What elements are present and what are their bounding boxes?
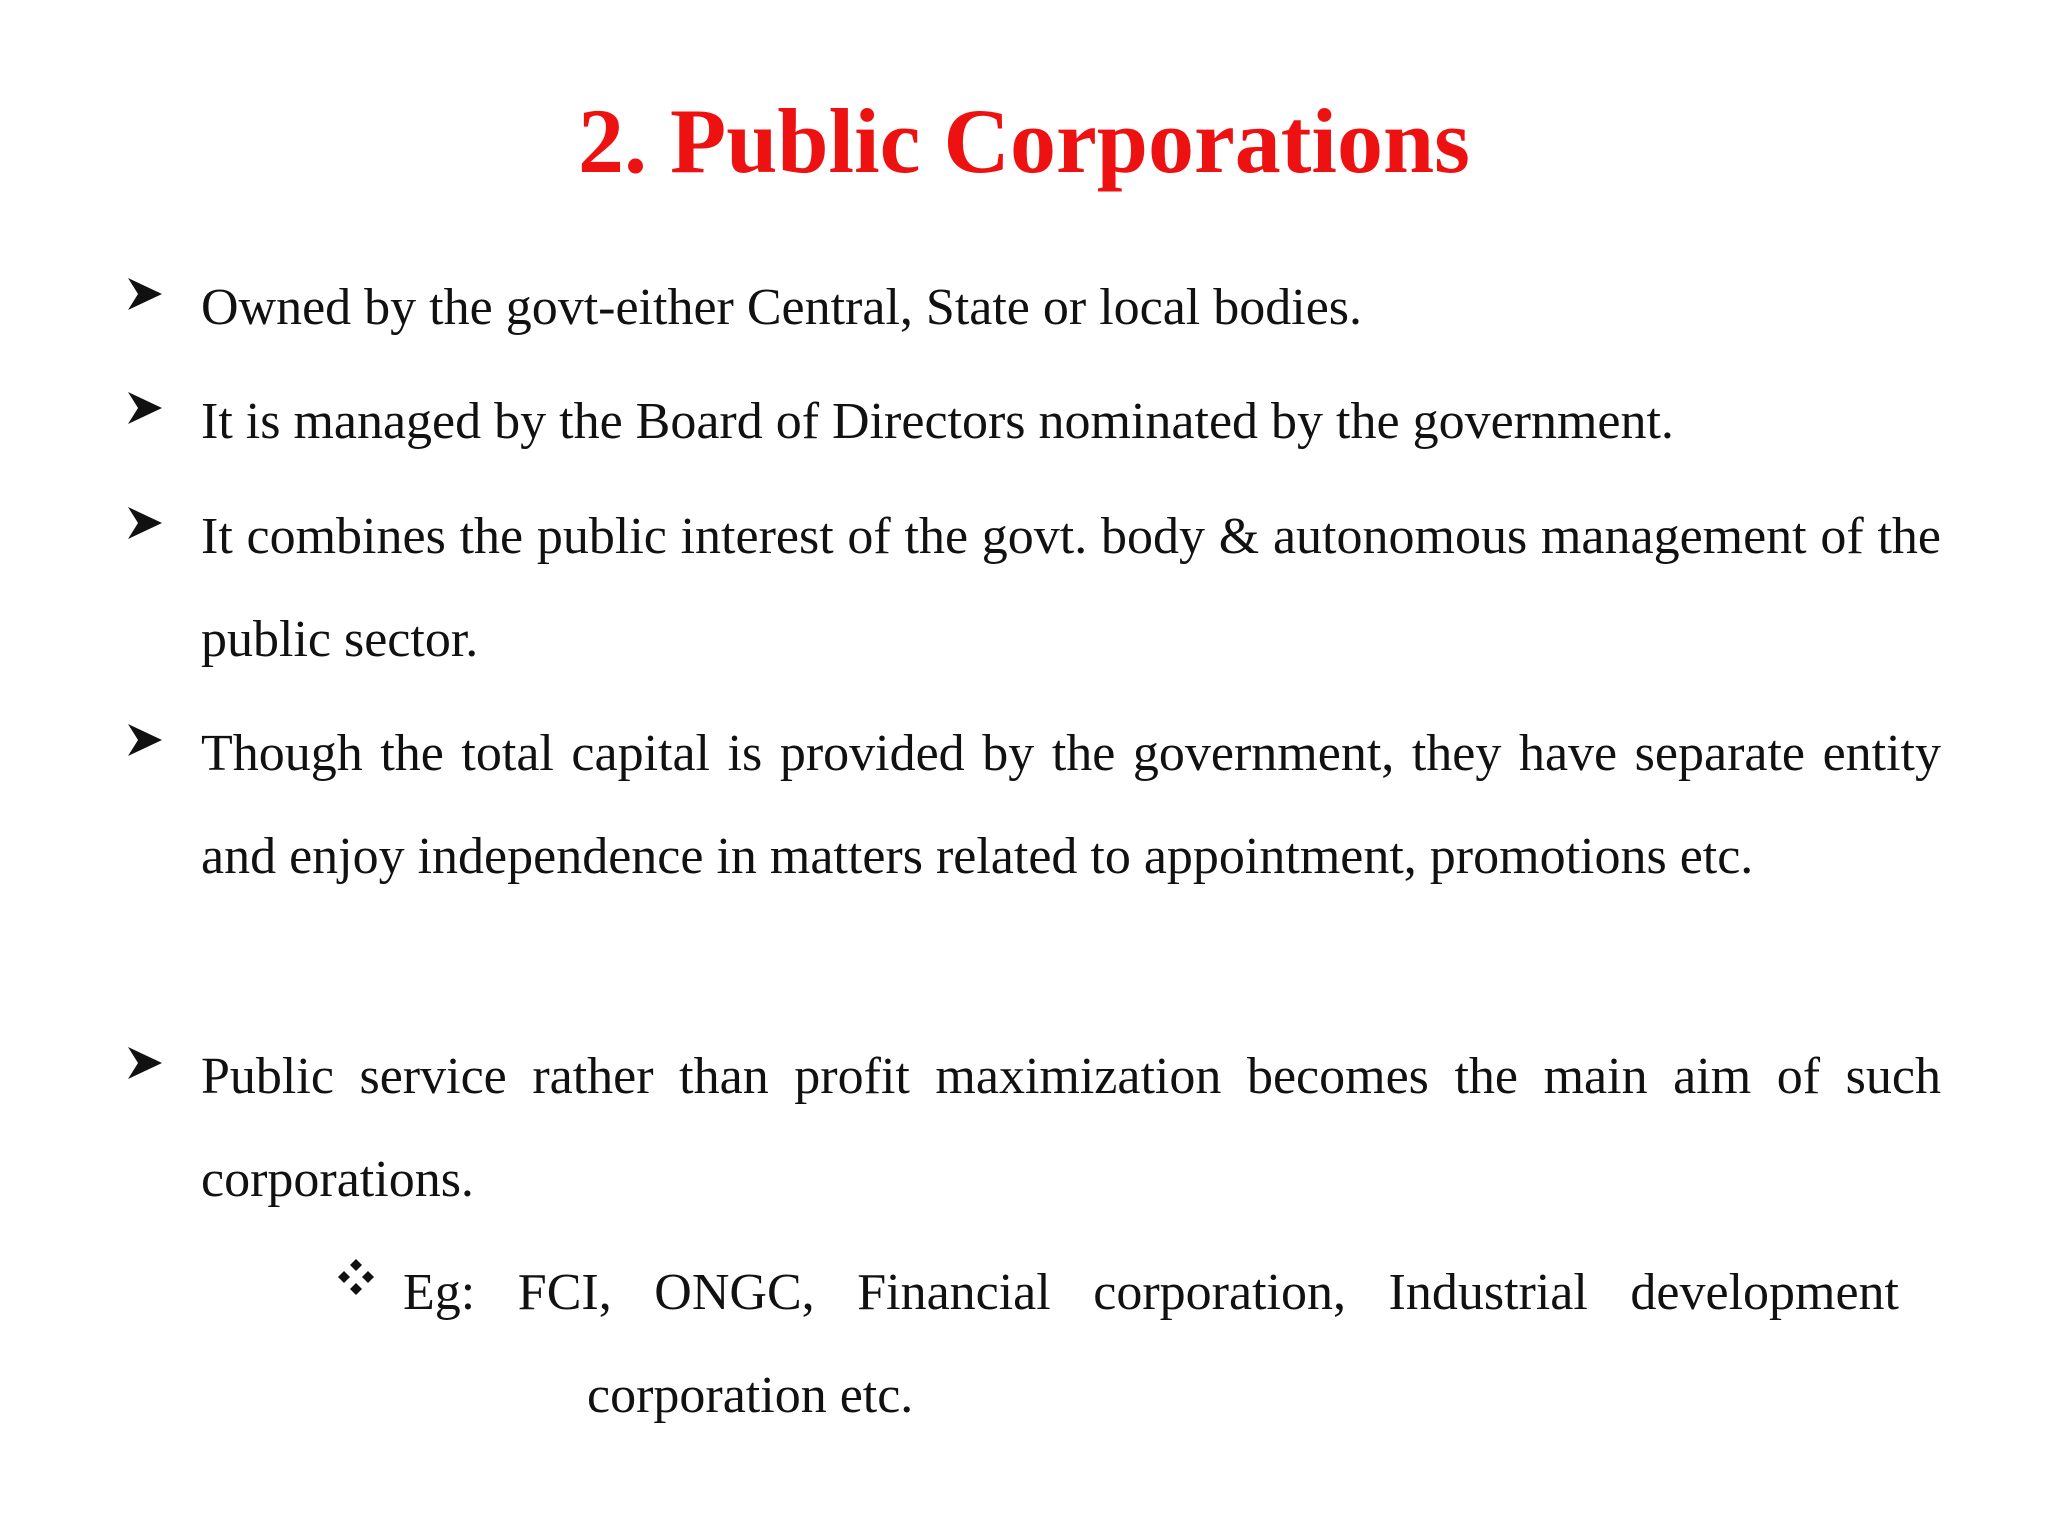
bullet-text: It is managed by the Board of Directors nominated by the government.	[201, 393, 1674, 450]
bullet-text: Public service rather than profit maximization becomes the main aim of such corporations.	[201, 1048, 1941, 1208]
bullet-text: Though the total capital is provided by the government, they have separate entity and enjoy independence in matters related to appointment, promotions etc.	[201, 725, 1941, 885]
slide-title: 2. Public Corporations	[578, 90, 1470, 192]
four-diamond-bullet-icon	[336, 1257, 376, 1297]
arrowhead-bullet-icon	[126, 274, 166, 314]
sub-bullet-text-continued: corporation etc.	[587, 1367, 914, 1424]
sub-bullet-text: Eg: FCI, ONGC, Financial corporation, Industrial development	[403, 1264, 1899, 1321]
arrowhead-bullet-icon	[126, 388, 166, 428]
arrowhead-bullet-icon	[126, 1043, 166, 1083]
arrowhead-bullet-icon	[126, 720, 166, 760]
arrowhead-bullet-icon	[126, 503, 166, 543]
bullet-text: Owned by the govt-either Central, State or local bodies.	[201, 279, 1363, 336]
bullet-text: It combines the public interest of the govt. body & autonomous management of the public sector.	[201, 508, 1941, 668]
